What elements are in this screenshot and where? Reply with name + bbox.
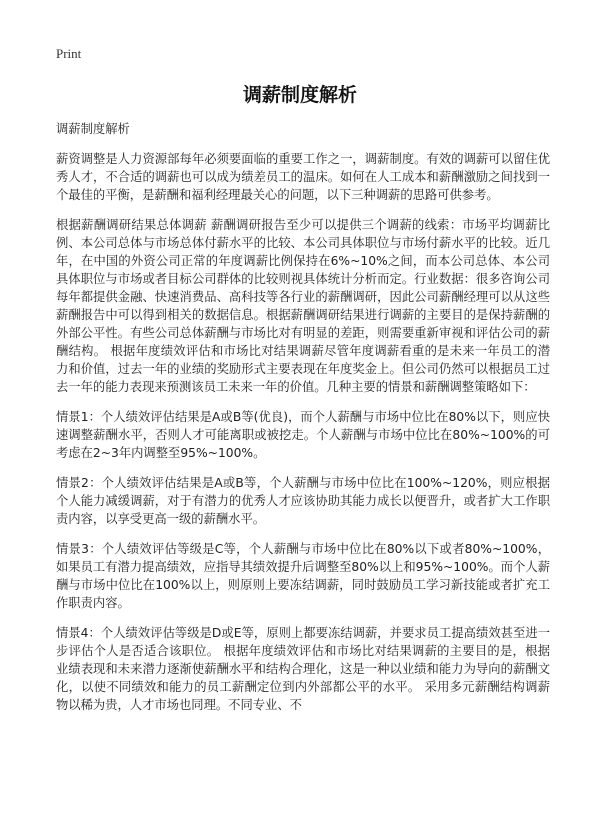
document-body [56,120,550,726]
paragraph-scenario-1: 情景1：个人绩效评估结果是A或B等(优良)，而个人薪酬与市场中位比在80%以下，则应快速调整薪酬水平，否则人才可能离职或被挖走。个人薪酬与市场中位比在80%~100%的可考虑在2~3年内调整至95%~100%。 [56,410,550,460]
paragraph-survey: 根据薪酬调研结果总体调薪 薪酬调研报告至少可以提供三个调薪的线索：市场平均调薪比例、本公司总体与市场总体付薪水平的比较、本公司具体职位与市场付薪水平的比较。近几年，在中国的外资公司正常的年度调薪比例保持在6%~10%之间，而本公司总体、本公司具体职位与市场或者目标公司群体的比较则视具体统计分析而定。行业数据：很多咨询公司每年都提供金融、快速消费品、高科技等各行业的薪酬调研，因此公司薪酬经理可以从这些薪酬报告中可以得到相关的数据信息。根据薪酬调研结果进行调薪的主要目的是保持薪酬的外部公平性。有些公司总体薪酬与市场比对有明显的差距，则需要重新审视和评估公司的薪酬结构。 根据年度绩效评估和市场比对结果调薪尽管年度调薪看重的是未来一年员工的潜力和价值，过去一年的业绩的奖励形式主要表现在年度奖金上。但公司仍然可以根据员工过去一年的能力表现来预测该员工未来一年的价值。几种主要的情景和薪酬调整策略如下： [56,218,550,394]
paragraph-scenario-4: 情景4：个人绩效评估等级是D或E等，原则上都要冻结调薪，并要求员工提高绩效甚至进一步评估个人是否适合该职位。 根据年度绩效评估和市场比对结果调薪的主要目的是，根据业绩表现和未来潜力逐渐使薪酬水平和结构合理化，这是一种以业绩和能力为导向的薪酬文化，以使不同绩效和能力的员工薪酬定位到内外部都公平的水平。 采用多元薪酬结构调薪 物以稀为贵，人才市场也同理。不同专业、不 [56,626,550,712]
print-link[interactable]: Print [56,46,82,61]
paragraph-scenario-2: 情景2：个人绩效评估结果是A或B等，个人薪酬与市场中位比在100%~120%，则应根据个人能力减缓调薪，对于有潜力的优秀人才应该协助其能力成长以便晋升，或者扩大工作职责内容，以享受更高一级的薪酬水平。 [56,476,550,526]
page-title: 调薪制度解析 [242,84,357,106]
paragraph-scenario-3: 情景3：个人绩效评估等级是C等，个人薪酬与市场中位比在80%以下或者80%~100%，如果员工有潜力提高绩效，应指导其绩效提升后调整至80%以上和95%~100%。而个人薪酬与市场中位比在100%以上，则原则上要冻结调薪，同时鼓励员工学习新技能或者扩充工作职责内容。 [56,542,550,610]
paragraph-intro: 薪资调整是人力资源部每年必须要面临的重要工作之一，调薪制度。有效的调薪可以留住优秀人才，不合适的调薪也可以成为绩差员工的温床。如何在人工成本和薪酬激励之间找到一个最佳的平衡，是薪酬和福利经理最关心的问题，以下三种调薪的思路可供参考。 [56,152,550,202]
document-subtitle: 调薪制度解析 [56,122,130,136]
